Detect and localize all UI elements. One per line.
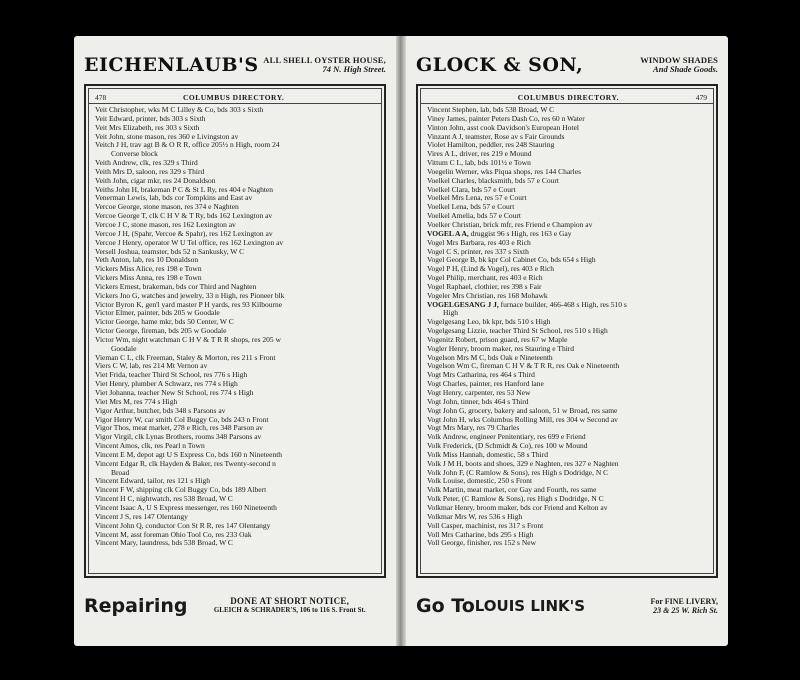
directory-entry xyxy=(427,539,707,548)
entry-text: Vincent H C, nightwatch, res 538 Broad, W C xyxy=(95,494,233,504)
ad-line-2: And Shade Goods. xyxy=(653,64,718,74)
advertiser-name: GLOCK & SON, xyxy=(416,54,584,76)
entry-text: Volkmar Henry, broom maker, bds cor Friend and Kelton av xyxy=(427,502,608,512)
entry-text: Vincent Mary, laundress, bds 538 Broad, W C xyxy=(95,538,233,548)
entry-text: Vogel Philip, merchant, res 403 e Rich xyxy=(427,273,543,283)
page-title: COLUMBUS DIRECTORY. xyxy=(182,92,285,102)
entry-text: Broad xyxy=(111,467,130,477)
entry-text: Vogel Mrs Barbara, res 403 e Rich xyxy=(427,237,531,247)
entry-text: Volk Frederick, (D Schmidt & Co), res 100 w Mound xyxy=(427,441,588,451)
entry-text: Vogt Mrs Mary, res 79 Charles xyxy=(427,423,520,433)
entry-text: furnace builder, 466-468 s High, res 510 s xyxy=(498,299,627,309)
entry-text: Vogt John G, grocery, bakery and saloon, 51 w Broad, res same xyxy=(427,405,618,415)
page-number: 478 xyxy=(95,92,107,102)
entry-text: Vercoe George, stone mason, res 374 e Naghten xyxy=(95,202,239,212)
entry-text: Vogt John, tinner, bds 464 s Third xyxy=(427,396,529,406)
left-page xyxy=(74,36,396,646)
entry-text: Versell Joshua, teamster, bds 52 n Sankusky, W C xyxy=(95,246,245,256)
entry-text: Vinzant A J, teamster, Rose av s Fair Grounds xyxy=(427,131,565,141)
entry-text: Voelker Christian, brick mfr, res Friend e Champion av xyxy=(427,219,593,229)
entry-text: Viet Johanna, teacher New St School, res 774 s High xyxy=(95,388,254,397)
entry-text: Vogelgesang Leo, bk kpr, bds 510 s High xyxy=(427,317,551,327)
entry-text: Goodale xyxy=(111,343,137,353)
entry-text: Vogt Henry, carpenter, res 53 New xyxy=(427,388,531,397)
directory-entries xyxy=(427,106,707,548)
entry-text: Vogeler Mrs Christian, res 168 Mohawk xyxy=(427,290,548,300)
entry-text: Veit Mrs Elizabeth, res 303 s Sixth xyxy=(95,122,200,132)
ad-business-name: LOUIS LINK'S xyxy=(474,597,586,615)
entry-text: Voelkel Charles, blacksmith, bds 57 e Court xyxy=(427,175,559,185)
entry-text: Vittum C L, lab, bds 101½ e Town xyxy=(427,158,531,168)
ad-details xyxy=(193,597,386,615)
entry-text: Vieman C L, clk Freeman, Staley & Morton, res 211 s Front xyxy=(95,352,276,362)
entry-text: Vercoe George T, clk C H V & T Ry, bds 162 Lexington av xyxy=(95,211,273,221)
entry-text: Viers C W, lab, res 214 Mt Vernon av xyxy=(95,361,208,371)
entry-text: Vogt John H, wks Columbus Rolling Mill, res 304 w Second av xyxy=(427,414,618,424)
advertisement-details xyxy=(263,56,386,74)
entry-name-bold: VOGELGESANG J J, xyxy=(427,299,499,309)
entry-text: Victor George, fireman, bds 205 w Goodale xyxy=(95,326,227,336)
entry-text: Veitch J H, trav agt B & O R R, office 205½ n High, room 24 xyxy=(95,140,280,150)
entry-text: Vincent John Q, conductor Con St R R, res 147 Olentangy xyxy=(95,520,271,530)
entry-text: Vincent J S, res 147 Olentangy xyxy=(95,511,188,521)
book-gutter xyxy=(396,36,406,646)
entry-text: High xyxy=(443,308,458,318)
directory-entries xyxy=(95,106,375,548)
entry-text: Vickers Ernest, brakeman, bds cor Third and Naghten xyxy=(95,281,257,291)
entry-text: Vogenitz Robert, prison guard, res 67 w Maple xyxy=(427,334,568,344)
entry-text: Vinton John, asst cook Davidson's European Hotel xyxy=(427,122,579,132)
entry-text: Volk Peter, (C Ramlow & Sons), res High s Dodridge, N C xyxy=(427,494,604,504)
directory-frame xyxy=(416,84,718,578)
entry-text: Vincent Edward, tailor, res 121 s High xyxy=(95,476,211,486)
entry-text: Voelkel Mrs Lena, res 57 e Court xyxy=(427,193,527,203)
entry-text: Vigor Thos, meat market, 278 e Rich, res 348 Parson av xyxy=(95,423,263,433)
entry-text: Vincent E M, depot agt U S Express Co, bds 160 n Nineteenth xyxy=(95,449,283,459)
entry-name-bold: VOGEL A A, xyxy=(427,228,469,238)
entry-text: Vercoe J C, stone mason, res 162 Lexington av xyxy=(95,219,236,229)
entry-text: Vogler Henry, broom maker, res Stauring e Third xyxy=(427,343,575,353)
entry-text: Veth Anton, lab, res 10 Donaldson xyxy=(95,255,199,265)
page-title: COLUMBUS DIRECTORY. xyxy=(517,92,620,102)
entry-text: Vincent Edgar R, clk Hayden & Baker, res Twenty-second n xyxy=(95,458,276,468)
entry-text: Vogelson Wm C, fireman C H V & T R R, res Oak e Nineteenth xyxy=(427,361,620,371)
entry-text: Vigor Arthur, butcher, bds 348 s Parsons av xyxy=(95,405,226,415)
entry-text: Volk Andrew, engineer Penitentiary, res 699 e Friend xyxy=(427,432,586,442)
entry-text: Vincent F W, shipping clk Col Buggy Co, bds 189 Albert xyxy=(95,485,267,495)
entry-text: Voll George, finisher, res 152 s New xyxy=(427,538,536,548)
entry-text: Veit Christopher, wks M C Lilley & Co, bds 303 s Sixth xyxy=(95,105,264,114)
entry-text: Victor Elmer, painter, bds 205 w Goodale xyxy=(95,308,220,318)
entry-text: Victor Byron K, gen'l yard master P H yards, res 93 Kilbourne xyxy=(95,299,283,309)
ad-line-2: 74 N. High Street. xyxy=(322,64,386,74)
entry-text: Viet Mrs M, res 774 s High xyxy=(95,396,178,406)
entry-text: druggist 96 s High, res 163 e Gay xyxy=(468,228,572,238)
entry-text: Victor George, hame mkr, bds 50 Center, W C xyxy=(95,317,234,327)
ad-line-2: 23 & 25 W. Rich St. xyxy=(653,606,718,615)
entry-text: Vercoe J Henry, operator W U Tel office, res 162 Lexington av xyxy=(95,237,284,247)
entry-text: Venerman Lewis, lab, bds cor Tompkins and East av xyxy=(95,193,253,203)
entry-text: Voelkel Amelia, bds 57 e Court xyxy=(427,211,522,221)
entry-text: Vercoe J H, (Spahr, Vercoe & Spahr), res 162 Lexington av xyxy=(95,228,273,238)
entry-text: Viet Frida, teacher Third St School, res 776 s High xyxy=(95,370,248,380)
entry-text: Voll Mrs Catharine, bds 295 s High xyxy=(427,529,534,539)
entry-text: Voelkel Clara, bds 57 e Court xyxy=(427,184,516,194)
ad-headline: Repairing xyxy=(84,595,188,617)
ad-line-2: GLEICH & SCHRADER'S, 106 to 116 S. Front St. xyxy=(213,606,366,614)
entry-text: Vigor Virgil, clk Lynas Brothers, rooms 348 Parsons av xyxy=(95,432,262,442)
entry-text: Vincent Stephen, lab, bds 538 Broad, W C xyxy=(427,105,555,114)
entry-text: Veith Mrs D, saloon, res 329 s Third xyxy=(95,166,205,176)
entry-text: Volk Louise, domestic, 250 s Front xyxy=(427,476,533,486)
top-advertisement xyxy=(416,50,718,80)
ad-line-1: ALL SHELL OYSTER HOUSE, xyxy=(263,55,386,65)
page-number: 479 xyxy=(695,92,707,102)
directory-frame xyxy=(84,84,386,578)
entry-text: Vogel George B, bk kpr Col Cabinet Co, bds 654 s High xyxy=(427,255,596,265)
entry-text: Vogelgesang Lizzie, teacher Third St School, res 510 s High xyxy=(427,326,608,336)
bottom-advertisement xyxy=(416,588,718,624)
entry-text: Vogel Raphael, clothier, res 398 s Fair xyxy=(427,281,542,291)
page-header xyxy=(89,91,381,104)
directory-entry xyxy=(427,301,707,310)
ad-details xyxy=(591,597,718,615)
entry-text: Veith Andrew, clk, res 329 s Third xyxy=(95,158,198,168)
entry-text: Voll Casper, machinist, res 317 s Front xyxy=(427,520,544,530)
entry-text: Vincent Amos, clk, res Pearl n Town xyxy=(95,441,205,451)
entry-text: Veiths John H, brakeman P C & St L Ry, res 404 e Naghten xyxy=(95,184,274,194)
directory-entry xyxy=(95,336,375,345)
entry-text: Violet Hamilton, peddler, res 248 Stauring xyxy=(427,140,555,150)
entry-text: Vincent M, asst foreman Ohio Tool Co, res 233 Oak xyxy=(95,529,252,539)
ad-line-1: WINDOW SHADES xyxy=(640,55,718,65)
entry-text: Vogel C S, printer, res 337 s Sixth xyxy=(427,246,529,256)
advertiser-name: EICHENLAUB'S xyxy=(84,54,259,76)
entry-text: Vickers Miss Alice, res 198 e Town xyxy=(95,264,202,274)
bottom-advertisement xyxy=(84,588,386,624)
entry-text: Converse block xyxy=(111,149,158,159)
entry-text: Victor Wm, night watchman C H V & T R R shops, res 205 w xyxy=(95,334,281,344)
advertisement-details xyxy=(640,56,718,74)
ad-headline: Go To xyxy=(416,595,475,617)
ad-line-1: DONE AT SHORT NOTICE, xyxy=(230,596,350,606)
entry-text: Viney James, painter Peters Dash Co, res 60 n Water xyxy=(427,113,585,123)
entry-text: Veith John, cigar mkr, res 24 Donaldson xyxy=(95,175,216,185)
entry-text: Viet Henry, plumber A Schwarz, res 774 s High xyxy=(95,379,238,389)
entry-text: Volk J M H, boots and shoes, 329 e Naghten, res 327 e Naghten xyxy=(427,458,619,468)
entry-text: Volkmar Mrs W, res 536 s High xyxy=(427,511,523,521)
entry-text: Vogelson Mrs M C, bds Oak e Nineteenth xyxy=(427,352,553,362)
directory-entry xyxy=(95,460,375,469)
entry-text: Vigor Henry W, car smith Col Buggy Co, bds 243 n Front xyxy=(95,414,269,424)
entry-text: Vickers Miss Anna, res 198 e Town xyxy=(95,273,202,283)
entry-text: Voelkel Lena, bds 57 e Court xyxy=(427,202,515,212)
entry-text: Vogel P H, (Lind & Vogel), res 403 e Rich xyxy=(427,264,555,274)
page-header xyxy=(421,91,713,104)
entry-text: Volk Miss Hannah, domestic, 58 s Third xyxy=(427,449,548,459)
entry-text: Vires A L, driver, res 219 e Mound xyxy=(427,149,532,159)
directory-entry xyxy=(95,539,375,548)
right-page xyxy=(406,36,728,646)
entry-text: Voegelin Werner, wks Piqua shops, res 144 Charles xyxy=(427,166,582,176)
entry-text: Vogt Charles, painter, res Hanford lane xyxy=(427,379,544,389)
entry-text: Veit Edward, printer, bds 303 s Sixth xyxy=(95,113,206,123)
entry-text: Vogt Mrs Catharina, res 464 s Third xyxy=(427,370,535,380)
entry-text: Vickers Jno G, watches and jewelry, 33 n High, res Pioneer blk xyxy=(95,290,285,300)
entry-text: Veit John, stone mason, res 360 e Livingston av xyxy=(95,131,239,141)
entry-text: Volk Martin, meat market, cor Gay and Fourth, res same xyxy=(427,485,597,495)
entry-text: Vincent Isaac A, U S Express messenger, res 160 Nineteenth xyxy=(95,502,277,512)
ad-line-1: For FINE LIVERY, xyxy=(650,597,718,606)
entry-text: Volk John F, (C Ramlow & Sons), res High s Dodridge, N C xyxy=(427,467,609,477)
top-advertisement xyxy=(84,50,386,80)
